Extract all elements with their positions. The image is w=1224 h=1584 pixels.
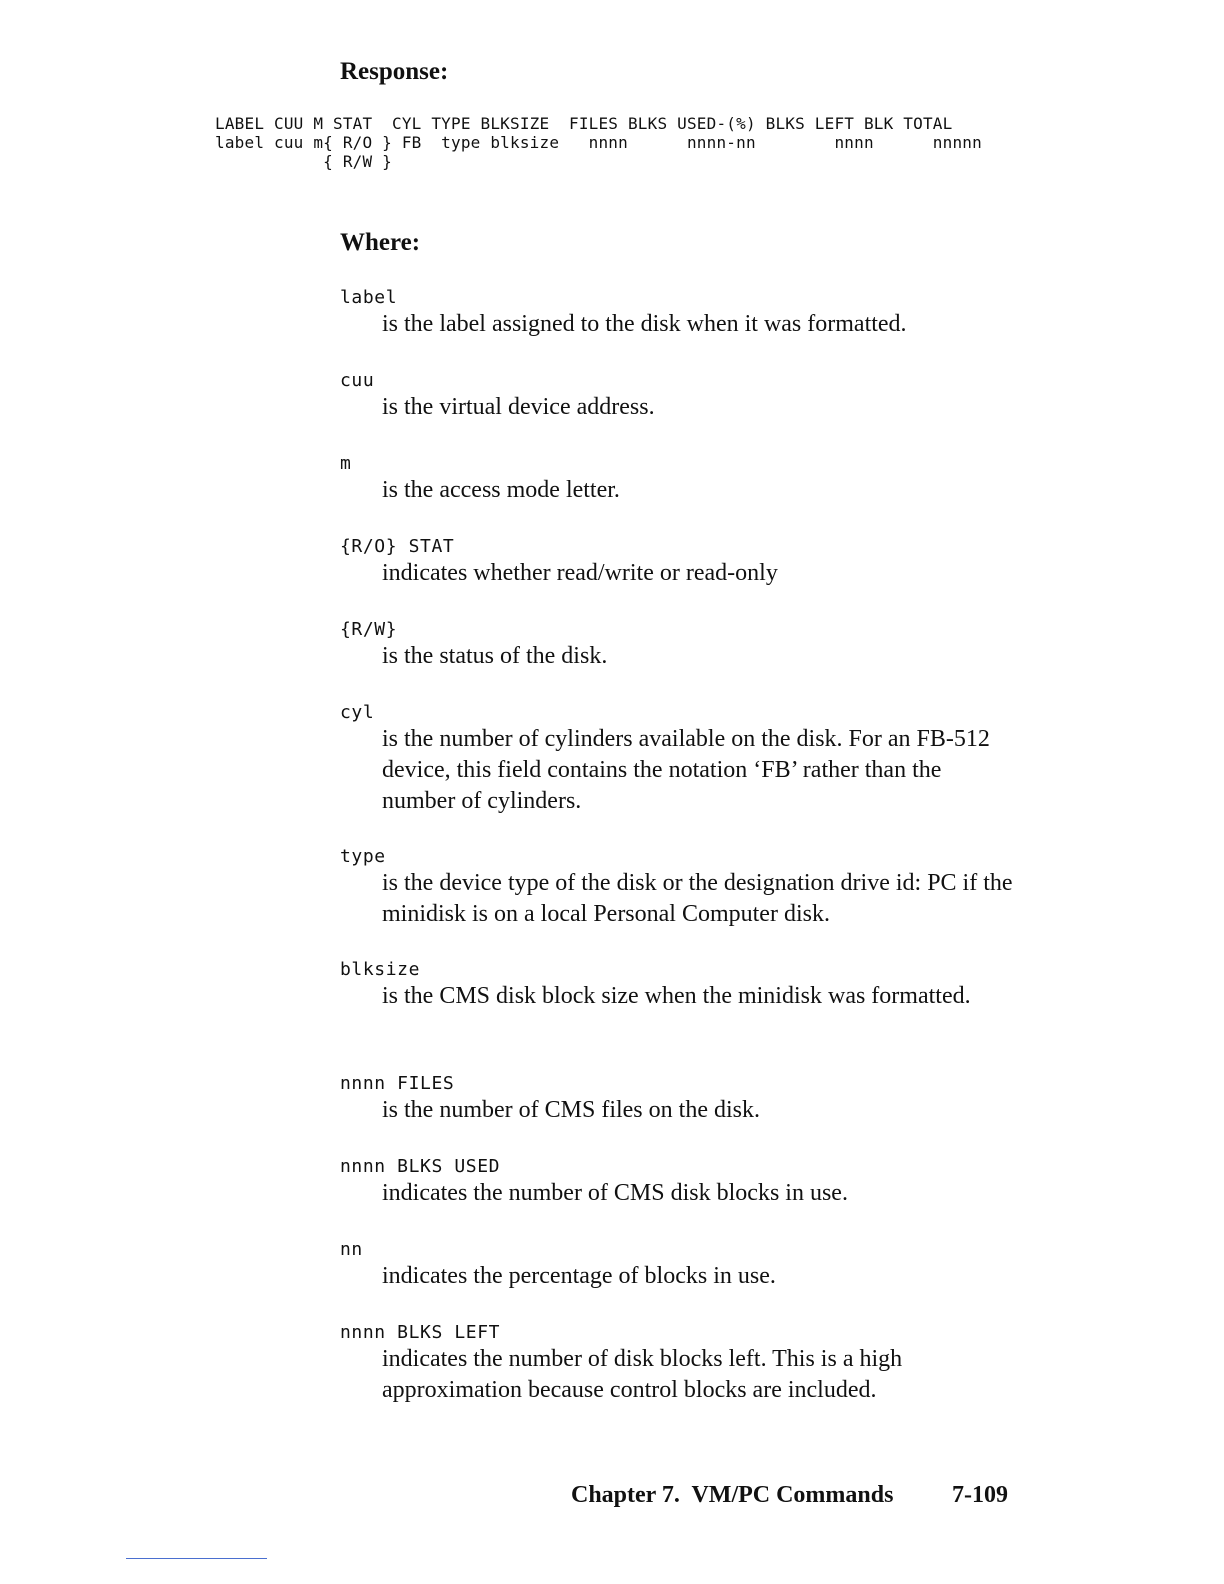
response-header-line: LABEL CUU M STAT CYL TYPE BLKSIZE FILES BLKS USED-(%) BLKS LEFT BLK TOTAL bbox=[215, 114, 953, 133]
response-value-line-2: { R/W } bbox=[215, 152, 392, 171]
definition-list bbox=[340, 287, 1020, 1435]
definition-item bbox=[340, 1156, 1020, 1239]
definition-term: nnnn FILES bbox=[340, 1073, 455, 1094]
definition-description: is the device type of the disk or the designation drive id: PC if the minidisk is on a local Personal Computer disk. bbox=[382, 870, 1013, 927]
definition-item bbox=[340, 1322, 1020, 1435]
definition-term: cuu bbox=[340, 370, 375, 391]
where-heading: Where: bbox=[340, 229, 421, 256]
definition-description: indicates the number of disk blocks left. This is a high approximation because control blocks are included. bbox=[382, 1346, 903, 1403]
definition-description: is the number of cylinders available on the disk. For an FB-512 device, this field contains the notation ‘FB’ rather than the number of cylinders. bbox=[382, 726, 990, 814]
footer-chapter: Chapter 7. VM/PC Commands bbox=[571, 1482, 894, 1508]
definition-item bbox=[340, 619, 1020, 702]
definition-item bbox=[340, 1239, 1020, 1322]
definition-term: {R/O} STAT bbox=[340, 536, 455, 557]
definition-term: {R/W} bbox=[340, 619, 398, 640]
definition-item bbox=[340, 453, 1020, 536]
definition-item bbox=[340, 702, 1020, 846]
definition-term: label bbox=[340, 287, 398, 308]
definition-description: is the access mode letter. bbox=[382, 477, 620, 503]
definition-term: nnnn BLKS USED bbox=[340, 1156, 501, 1177]
definition-term: blksize bbox=[340, 959, 421, 980]
definition-description: is the number of CMS files on the disk. bbox=[382, 1097, 760, 1123]
response-value-line: label cuu m{ R/O } FB type blksize nnnn nnnn-nn nnnn nnnnn bbox=[215, 133, 982, 152]
definition-description: is the virtual device address. bbox=[382, 394, 655, 420]
definition-term: cyl bbox=[340, 702, 375, 723]
definition-term: type bbox=[340, 846, 386, 867]
footer-page-number: 7-109 bbox=[952, 1482, 1008, 1508]
definition-description: indicates the number of CMS disk blocks in use. bbox=[382, 1180, 848, 1206]
definition-item bbox=[340, 287, 1020, 370]
definition-item bbox=[340, 959, 1020, 1073]
definition-item bbox=[340, 846, 1020, 959]
definition-description: is the label assigned to the disk when it was formatted. bbox=[382, 311, 907, 337]
definition-item bbox=[340, 1073, 1020, 1156]
definition-description: indicates whether read/write or read-only bbox=[382, 560, 778, 586]
definition-description: is the status of the disk. bbox=[382, 643, 608, 669]
definition-term: m bbox=[340, 453, 352, 474]
definition-description: indicates the percentage of blocks in use. bbox=[382, 1263, 776, 1289]
response-heading: Response: bbox=[340, 58, 449, 85]
footnote-rule bbox=[126, 1558, 267, 1559]
definition-item bbox=[340, 536, 1020, 619]
definition-item bbox=[340, 370, 1020, 453]
definition-term: nn bbox=[340, 1239, 363, 1260]
definition-description: is the CMS disk block size when the minidisk was formatted. bbox=[382, 983, 971, 1009]
definition-term: nnnn BLKS LEFT bbox=[340, 1322, 501, 1343]
